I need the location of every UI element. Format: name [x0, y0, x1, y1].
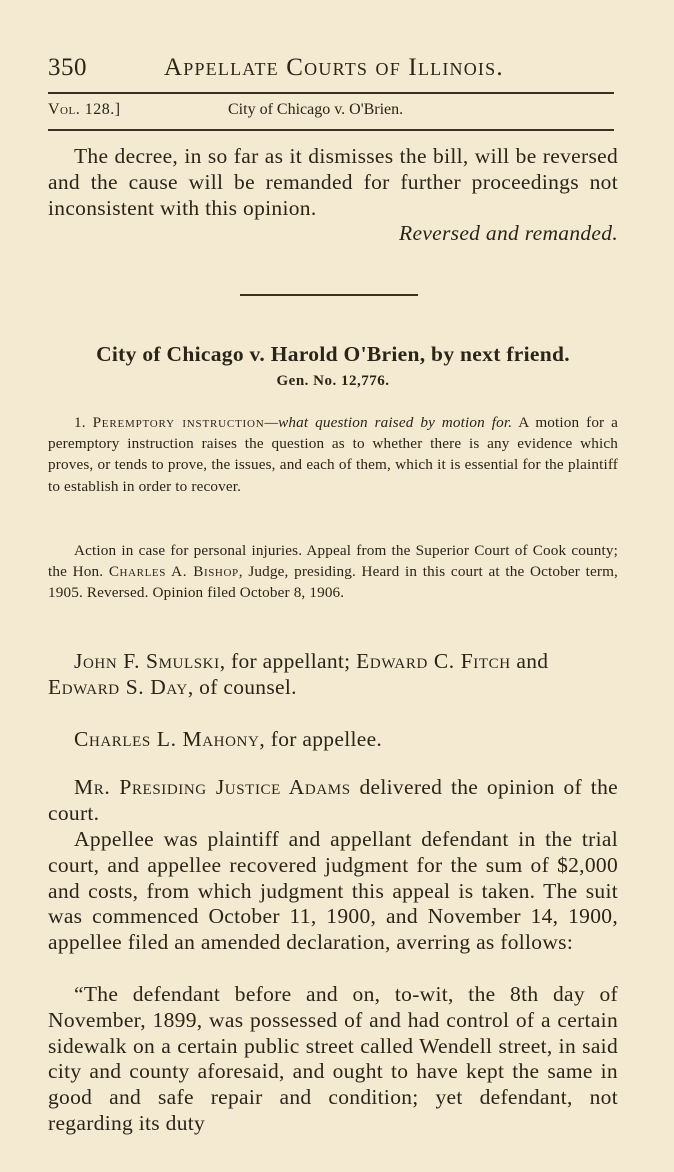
running-head — [48, 48, 620, 88]
appellant-attorney: John F. Smulski — [74, 649, 220, 673]
previous-case-closing — [48, 144, 618, 247]
appellant-suffix: , for appellant; — [219, 649, 351, 673]
headnote-text: A motion for a peremptory instruction raises the question as to whether there is any evidence which proves, or tends to prove, the issues, and each of them, which it is essential for the plaintiff to establish in order to recover. — [48, 414, 619, 495]
headnote-qualifier: —what question raised by motion for. — [264, 414, 513, 431]
appellee-attorney: Charles L. Mahony — [74, 727, 260, 751]
counsel-suffix: , of counsel. — [187, 674, 297, 699]
counsel-name-2: Edward S. Day — [48, 674, 188, 699]
case-reference: City of Chicago v. O'Brien. — [228, 101, 404, 118]
volume-reference: Vol. 128.] — [48, 101, 121, 118]
counsel-appellant — [48, 649, 618, 701]
opinion-author: Mr. Presiding Justice Adams — [74, 775, 351, 799]
header-rule-bottom — [48, 129, 614, 131]
opinion-paragraph-1: Appellee was plaintiff and appellant defendant in the trial court, and appellee recovered judgment for the sum of $2,000 and costs, from which judgment this appeal is taken. The suit was commenced October 11, 1900, and November 14, 1900, appellee filed an amended declaration, averring as follows: — [48, 827, 618, 955]
procedural-history — [48, 540, 618, 604]
opinion-paragraph-2: “The defendant before and on, to-wit, the 8th day of November, 1899, was possessed of and had control of a certain sidewalk on a certain public street called Wendell street, in said city and county aforesaid, and ought to have kept the same in good and safe repair and condition; yet defendant, not regarding its duty — [48, 982, 618, 1135]
subhead — [48, 101, 614, 125]
procedural-text-2: , Judge, presiding. Heard in this court at the October term, 1905. Reversed. Opinion filed October 8, 1906. — [48, 563, 619, 602]
headnote — [48, 412, 618, 497]
disposition: Reversed and remanded. — [399, 221, 618, 246]
headnote-topic: Peremptory instruction — [92, 414, 265, 431]
procedural-text-1: Action in case for personal injuries. Appeal from the Superior Court of Cook county; the Hon. — [48, 542, 618, 581]
docket-number: Gen. No. 12,776. — [276, 373, 390, 389]
case-title: City of Chicago v. Harold O'Brien, by next friend. — [96, 342, 570, 366]
page-number: 350 — [48, 54, 87, 81]
counsel-appellee — [48, 727, 618, 753]
case-separator-rule — [240, 294, 418, 296]
running-head-title: Appellate Courts of Illinois. — [164, 54, 504, 81]
opinion-intro — [48, 775, 618, 827]
closing-paragraph: The decree, in so far as it dismisses the bill, will be reversed and the cause will be remanded for further proceedings not inconsistent with this opinion. — [48, 144, 618, 220]
judge-name: Charles A. Bishop — [108, 563, 239, 581]
headnote-number: 1. — [74, 414, 86, 431]
opinion-intro-text: delivered the opinion of the court. — [48, 775, 618, 825]
appellee-suffix: , for appellee. — [259, 727, 383, 751]
header-rule-top — [48, 92, 614, 94]
counsel-joiner: and — [516, 649, 549, 673]
counsel-name-1: Edward C. Fitch — [356, 649, 511, 673]
